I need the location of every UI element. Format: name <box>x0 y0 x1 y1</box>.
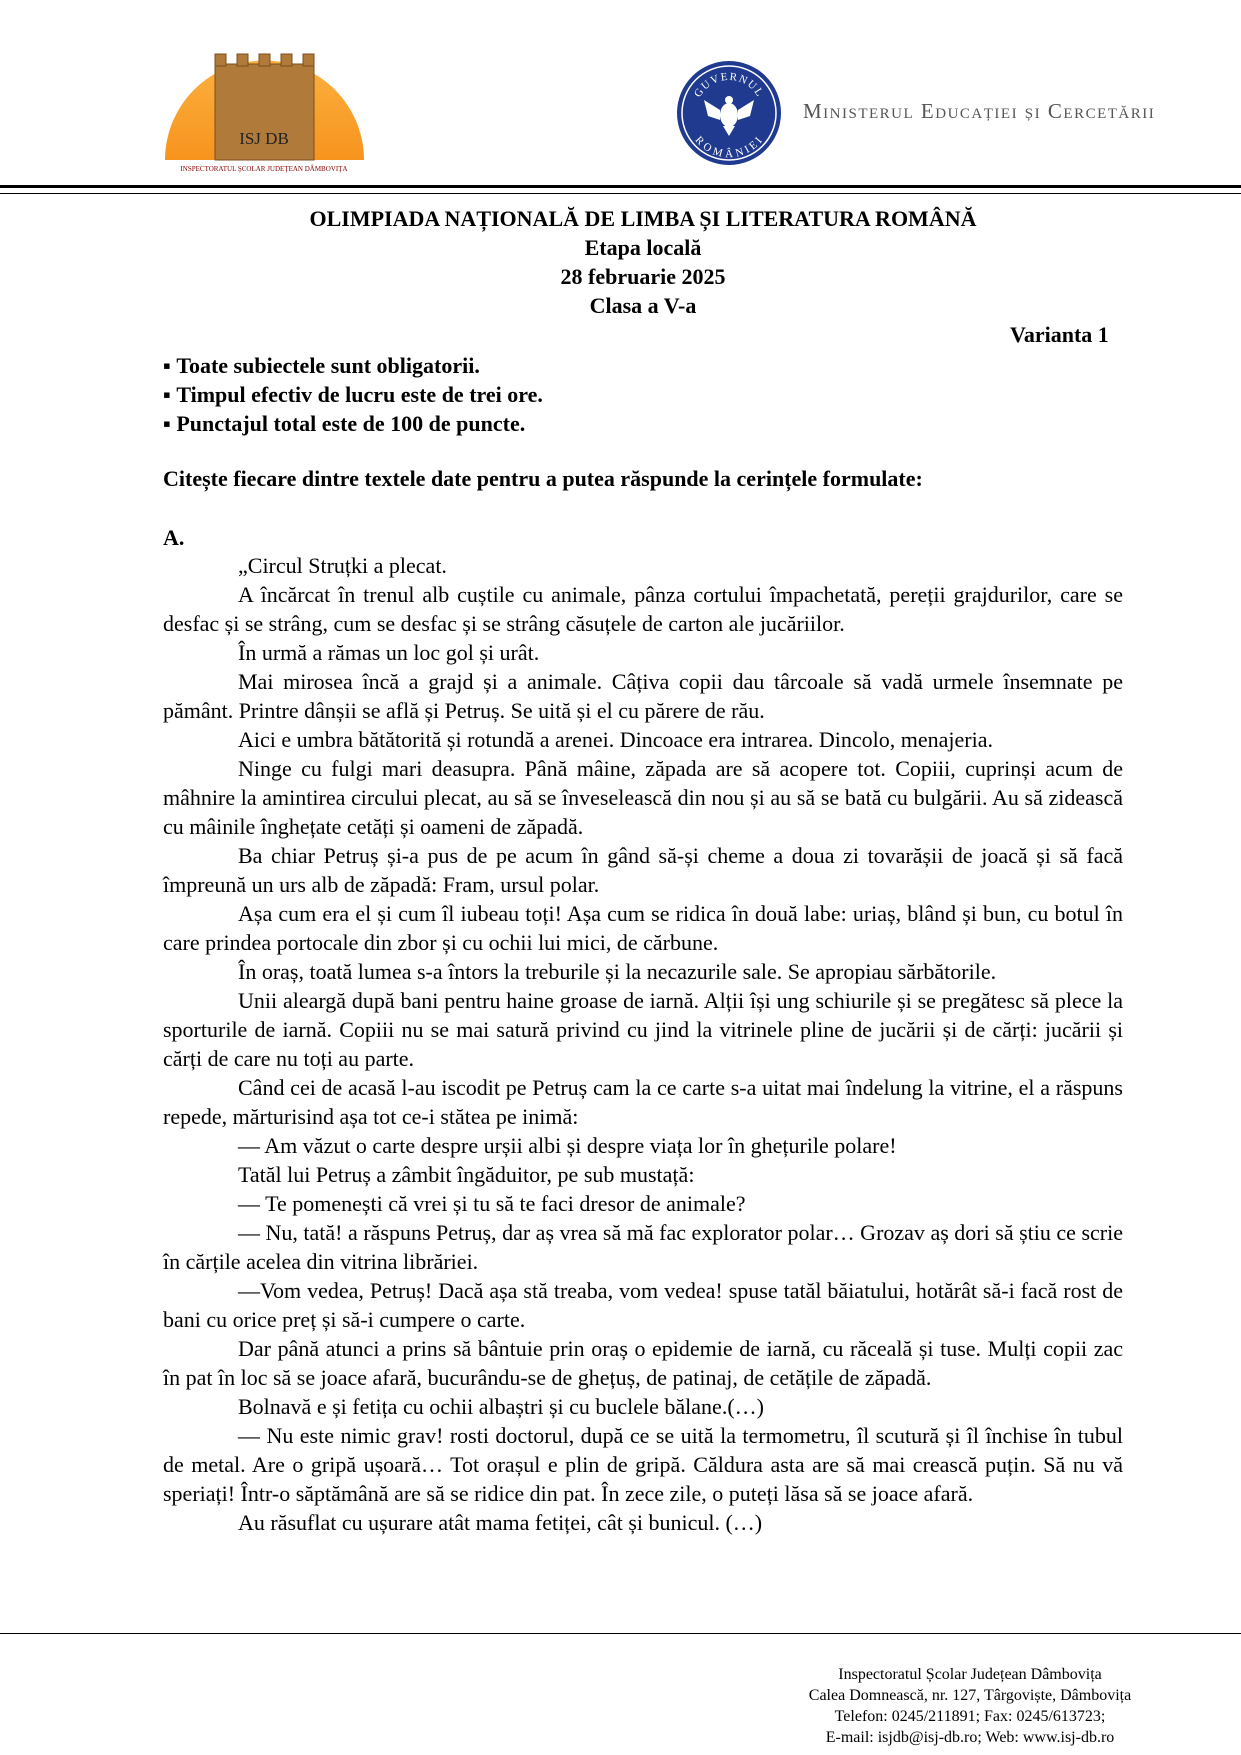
literary-text <box>163 551 1123 1537</box>
text-paragraph: Bolnavă e și fetița cu ochii albaștri și cu buclele bălane.(…) <box>238 1394 764 1419</box>
dialogue-line: — Am văzut o carte despre urșii albi și despre viața lor în ghețurile polare! <box>238 1133 897 1158</box>
text-paragraph: Așa cum era el și cum îl iubeau toți! Așa cum se ridica în două labe: uriaș, blând și bun, cu botul în care prindea portocale din zbor și cu ochii lui mici, de cărbune. <box>163 901 1123 955</box>
text-paragraph: „Circul Struțki a plecat. <box>238 553 447 578</box>
exam-date: 28 februarie 2025 <box>560 264 726 289</box>
text-paragraph: Dar până atunci a prins să bântuie prin oraș o epidemie de iarnă, cu răceală și tuse. Mulți copii zac în pat în loc să se joace afară, bucurându-se de ghețuș, de patinaj, de cetățile de zăpadă. <box>163 1336 1123 1390</box>
footer-address: Calea Domnească, nr. 127, Târgoviște, Dâmbovița <box>808 1687 1132 1704</box>
text-paragraph: A încărcat în trenul alb cuștile cu animale, pânza cortului împachetată, pereții grajdurilor, care se desfac și se strâng, cum se desfac și se strâng căsuțele de carton ale jucăriilor. <box>163 582 1123 636</box>
seal-text-top: GUVERNUL <box>691 70 767 100</box>
section-label: A. <box>163 525 185 550</box>
olympiad-title: OLIMPIADA NAȚIONALĂ DE LIMBA ȘI LITERATURA ROMÂNĂ <box>309 206 977 231</box>
page-header <box>0 0 1241 200</box>
text-paragraph: Mai mirosea încă a grajd și a animale. Câțiva copii dau târcoale să vadă urmele însemnate pe pământ. Printre dânșii se află și Petruș. Se uită și el cu părere de rău. <box>163 669 1123 723</box>
text-paragraph: Au răsuflat cu ușurare atât mama fetiței, cât și bunicul. (…) <box>238 1510 763 1535</box>
grade-label: Clasa a V-a <box>589 293 697 318</box>
variant-label: Varianta 1 <box>1010 322 1109 347</box>
rule-item: ▪ Punctajul total este de 100 de puncte. <box>163 409 543 438</box>
government-seal <box>676 60 782 166</box>
dialogue-line: — Nu, tată! a răspuns Petruș, dar aș vrea să mă fac explorator polar… Grozav aș dori să știu ce scrie în cărțile acelea din vitrina librăriei. <box>163 1220 1123 1274</box>
dialogue-line: —Vom vedea, Petruș! Dacă așa stă treaba, vom vedea! spuse tatăl băiatului, hotărât să-i facă rost de bani cu orice preț și să-i cumpere o carte. <box>163 1278 1123 1332</box>
header-rule-thick <box>0 185 1241 188</box>
text-paragraph: Tatăl lui Petruș a zâmbit îngăduitor, pe sub mustață: <box>238 1162 695 1187</box>
header-rule-thin <box>0 193 1241 194</box>
isj-logo-abbrev: ISJ DB <box>239 129 289 148</box>
rule-item: ▪ Toate subiectele sunt obligatorii. <box>163 351 543 380</box>
seal-text-bottom: ROMÂNIEI <box>692 134 766 161</box>
footer-phone: Telefon: 0245/211891; Fax: 0245/613723; <box>834 1708 1106 1725</box>
dialogue-line: — Te pomenești că vrei și tu să te faci dresor de animale? <box>238 1191 746 1216</box>
isj-logo <box>163 38 366 176</box>
text-paragraph: În oraș, toată lumea s-a întors la treburile și la necazurile sale. Se apropiau sărbătorile. <box>238 959 997 984</box>
text-paragraph: Ba chiar Petruș și-a pus de pe acum în gând să-și cheme a doua zi tovarășii de joacă și să facă împreună un urs alb de zăpadă: Fram, ursul polar. <box>163 843 1123 897</box>
text-paragraph: În urmă a rămas un loc gol și urât. <box>238 640 540 665</box>
text-paragraph: Când cei de acasă l-au iscodit pe Petruș cam la ce carte s-a uitat mai îndelung la vitrine, el a răspuns repede, mărturisind așa tot ce-i stătea pe inimă: <box>163 1075 1123 1129</box>
dialogue-line: — Nu este nimic grav! rosti doctorul, după ce se uită la termometru, îl scutură și îl închise în tubul de metal. Are o gripă ușoară… Tot orașul e plin de gripă. Căldura asta are să mai crească puțin. Să nu vă speriați! Într-o săptămână are să se ridice din pat. În zece zile, o puteți lăsa să se joace afară. <box>163 1423 1123 1506</box>
stage-label: Etapa locală <box>584 235 702 260</box>
rules-list <box>163 351 543 438</box>
footer-institution: Inspectoratul Școlar Județean Dâmbovița <box>838 1666 1102 1683</box>
text-paragraph: Ninge cu fulgi mari deasupra. Până mâine, zăpada are să acopere tot. Copiii, cuprinși acum de mâhnire la amintirea circului plecat, au să se înveselească din nou și au să se bată cu bulgării. Au să zidească cu mâinile înghețate cetăți și oameni de zăpadă. <box>163 756 1123 839</box>
text-paragraph: Aici e umbra bătătorită și rotundă a arenei. Dincoace era intrarea. Dincolo, menajeria. <box>238 727 993 752</box>
ministry-name: Ministerul Educației și Cercetării <box>803 99 1156 123</box>
isj-logo-caption: INSPECTORATUL ŞCOLAR JUDEŢEAN DÂMBOVIŢA <box>180 165 348 173</box>
footer-rule <box>0 1633 1241 1634</box>
page-footer <box>700 1664 1240 1748</box>
rule-item: ▪ Timpul efectiv de lucru este de trei ore. <box>163 380 543 409</box>
instruction-text: Citește fiecare dintre textele date pentru a putea răspunde la cerințele formulate: <box>163 466 923 491</box>
text-paragraph: Unii aleargă după bani pentru haine groase de iarnă. Alții își ung schiurile și se pregătesc să plece la sporturile de iarnă. Copiii nu se mai satură privind cu jind la vitrinele pline de jucării și de cărți: jucării și cărți de care nu toți au parte. <box>163 988 1123 1071</box>
footer-contact: E-mail: isjdb@isj-db.ro; Web: www.isj-db.ro <box>825 1729 1115 1746</box>
